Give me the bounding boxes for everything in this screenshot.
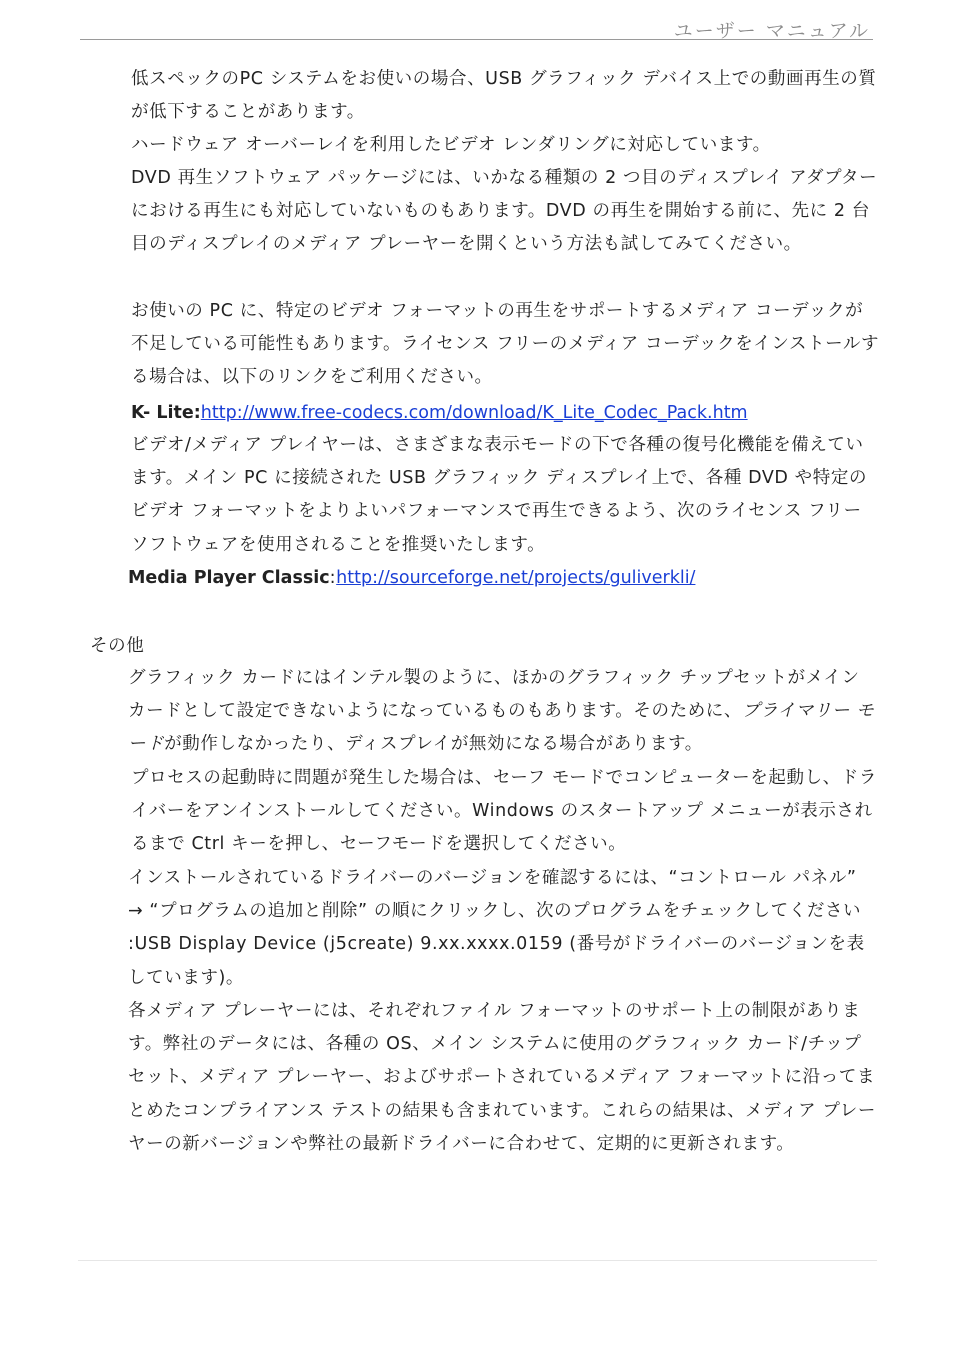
paragraph-overlay: ハードウェア オーバーレイを利用したビデオ レンダリングに対応しています。 [131, 135, 771, 155]
paragraph-primary-mode [128, 662, 878, 762]
paragraph-media-support: 各メディア プレーヤーには、それぞれファイル フォーマットのサポート上の制限があります。弊社のデータには、各種の OS、メイン システムに使用のグラフィック カード/チップセット、メディア プレーヤー、およびサポートされているメディア フォーマットに沿ってまとめたコンプライアンス テストの結果も含まれています。これらの結果は、メディア プレーヤーの新バージョンや弊社の最新ドライバーに合わせて、定期的に更新されます。 [128, 1001, 876, 1154]
paragraph-safe-mode: プロセスの起動時に問題が発生した場合は、セーフ モードでコンピューターを起動し、ドライバーをアンインストールしてください。Windows のスタートアップ メニューが表示されるまで Ctrl キーを押し、セーフモードを選択してください。 [131, 768, 877, 855]
header-divider [80, 39, 873, 40]
page-header-title: ユーザー マニュアル [673, 20, 870, 42]
mpc-link[interactable]: http://sourceforge.net/projects/guliverkli/ [336, 568, 696, 588]
mpc-separator: : [329, 568, 337, 588]
section-heading-other: その他 [90, 636, 145, 656]
klite-label: K- Lite: [131, 403, 201, 423]
klite-line [131, 397, 881, 430]
paragraph-low-spec: 低スペックのPC システムをお使いの場合、USB グラフィック デバイス上での動画再生の質が低下することがあります。 [131, 69, 877, 123]
paragraph-driver-version: インストールされているドライバーのバージョンを確認するには、“コントロール パネル” → “プログラムの追加と削除” の順にクリックし、次のプログラムをチェックしてください :USB Display Device (j5create) 9.xx.xxxx.0159 (番号がドライバーのバージョンを表しています)。 [128, 868, 865, 988]
paragraph-player: ビデオ/メディア プレイヤーは、さまざまな表示モードの下で各種の復号化機能を備えています。メイン PC に接続された USB グラフィック ディスプレイ上で、各種 DVD や特定のビデオ フォーマットをよりよいパフォーマンスで再生できるよう、次のライセンス フリー ソフトウェアを使用されることを推奨いたします。 [131, 435, 868, 555]
primary-mode-text-b: が動作しなかったり、ディスプレイが無効になる場合があります。 [164, 734, 703, 755]
footer-divider [78, 1260, 877, 1261]
primary-mode-italic: プライマリー モード [128, 701, 875, 755]
paragraph-dvd: DVD 再生ソフトウェア パッケージには、いかなる種類の 2 つ目のディスプレイ アダプターにおける再生にも対応していないものもあります。DVD の再生を開始する前に、先に 2 台目のディスプレイのメディア プレーヤーを開くという方法も試してみてください。 [131, 168, 878, 255]
primary-mode-text-a: グラフィック カードにはインテル製のように、ほかのグラフィック チップセットがメイン カードとして設定できないようになっているものもあります。そのために、 [128, 668, 860, 722]
mpc-line [128, 562, 878, 595]
mpc-label: Media Player Classic [128, 568, 330, 588]
klite-link[interactable]: http://www.free-codecs.com/download/K_Lite_Codec_Pack.htm [200, 403, 748, 423]
paragraph-codec: お使いの PC に、特定のビデオ フォーマットの再生をサポートするメディア コーデックが不足している可能性もあります。ライセンス フリーのメディア コーデックをインストールする場合は、以下のリンクをご利用ください。 [131, 301, 880, 388]
